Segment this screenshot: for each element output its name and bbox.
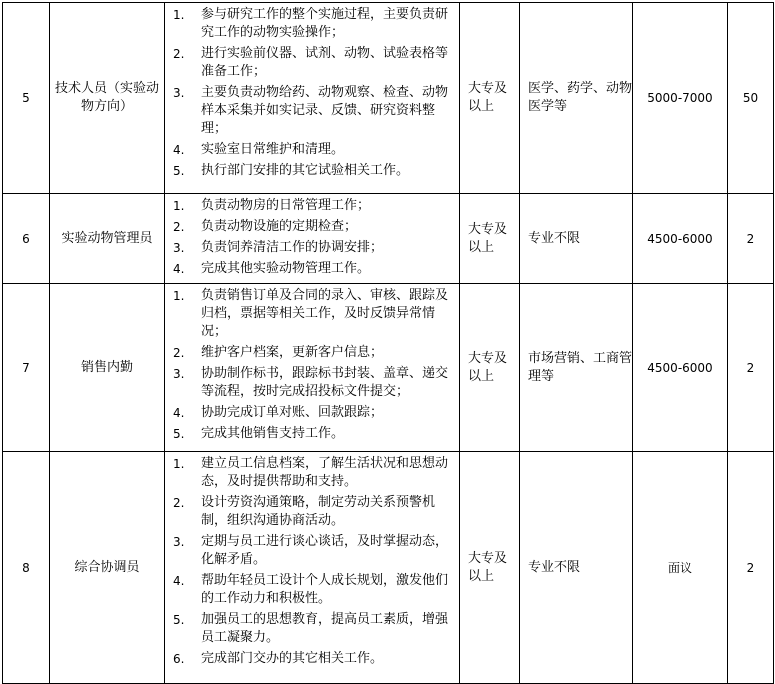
duty-text: 负责饲养清洁工作的协调安排；: [201, 240, 384, 255]
duty-item: [171, 260, 453, 278]
table-row: [3, 284, 774, 452]
duty-text: 负责销售订单及合同的录入、审核、跟踪及归档，票据等相关工作，及时反馈异常情况；: [201, 288, 449, 339]
duty-item: [171, 611, 453, 647]
education-requirement: 大专及以上: [460, 3, 520, 194]
duty-number: 4.: [173, 143, 185, 157]
duties-list: [165, 3, 460, 194]
duty-text: 帮助年轻员工设计个人成长规划，激发他们的工作动力和积极性。: [201, 573, 449, 606]
major-requirement: 专业不限: [520, 452, 633, 684]
duty-text: 负责动物设施的定期检查；: [201, 219, 358, 234]
duty-item: [171, 365, 453, 401]
duty-number: 5.: [173, 613, 185, 627]
row-number: 7: [3, 284, 50, 452]
duty-number: 3.: [173, 86, 185, 100]
duty-number: 5.: [173, 164, 185, 178]
headcount: 2: [728, 452, 774, 684]
duty-item: [171, 344, 453, 362]
duty-text: 协助制作标书，跟踪标书封装、盖章、递交等流程，按时完成招投标文件提交；: [201, 366, 449, 399]
duty-number: 4.: [173, 406, 185, 420]
duty-number: 4.: [173, 574, 185, 588]
duty-text: 完成其他销售支持工作。: [201, 426, 345, 441]
duty-number: 1.: [173, 199, 185, 213]
duty-text: 实验室日常维护和清理。: [201, 142, 345, 157]
duty-number: 2.: [173, 47, 185, 61]
duty-text: 进行实验前仪器、试剂、动物、试验表格等准备工作；: [201, 46, 449, 79]
major-requirement: 专业不限: [520, 194, 633, 284]
table-row: [3, 452, 774, 684]
duty-text: 定期与员工进行谈心谈话，及时掌握动态，化解矛盾。: [201, 534, 449, 567]
duty-number: 2.: [173, 220, 185, 234]
duty-item: [171, 533, 453, 569]
duty-number: 3.: [173, 241, 185, 255]
duty-text: 设计劳资沟通策略，制定劳动关系预警机制，组织沟通协商活动。: [201, 495, 436, 528]
duty-text: 参与研究工作的整个实施过程，主要负责研究工作的动物实验操作；: [201, 7, 449, 40]
duty-text: 负责动物房的日常管理工作；: [201, 198, 371, 213]
position-name: 实验动物管理员: [50, 194, 165, 284]
education-requirement: 大专及以上: [460, 452, 520, 684]
duty-number: 4.: [173, 262, 185, 276]
duty-number: 3.: [173, 535, 185, 549]
headcount: 2: [728, 284, 774, 452]
duties-list: [165, 194, 460, 284]
major-requirement: 医学、药学、动物医学等: [520, 3, 633, 194]
salary: 4500-6000: [633, 284, 728, 452]
position-name: 综合协调员: [50, 452, 165, 684]
table-row: [3, 3, 774, 194]
duty-item: [171, 287, 453, 341]
headcount: 50: [728, 3, 774, 194]
duty-item: [171, 572, 453, 608]
duty-number: 1.: [173, 457, 185, 471]
duty-item: [171, 141, 453, 159]
duty-number: 2.: [173, 346, 185, 360]
duty-text: 完成其他实验动物管理工作。: [201, 261, 371, 276]
duty-item: [171, 650, 453, 668]
major-requirement: 市场营销、工商管理等: [520, 284, 633, 452]
duty-number: 2.: [173, 496, 185, 510]
duty-text: 主要负责动物给药、动物观察、检查、动物样本采集并如实记录、反馈、研究资料整理；: [201, 85, 449, 136]
duty-item: [171, 197, 453, 215]
table-row: [3, 194, 774, 284]
salary: 5000-7000: [633, 3, 728, 194]
job-table: [2, 2, 774, 684]
duty-item: [171, 6, 453, 42]
duty-item: [171, 455, 453, 491]
row-number: 8: [3, 452, 50, 684]
duty-text: 协助完成订单对账、回款跟踪；: [201, 405, 384, 420]
education-requirement: 大专及以上: [460, 284, 520, 452]
duty-text: 完成部门交办的其它相关工作。: [201, 651, 384, 666]
duties-list: [165, 284, 460, 452]
duty-item: [171, 494, 453, 530]
duty-text: 维护客户档案，更新客户信息；: [201, 345, 384, 360]
position-name: 销售内勤: [50, 284, 165, 452]
duty-item: [171, 218, 453, 236]
duty-text: 建立员工信息档案，了解生活状况和思想动态，及时提供帮助和支持。: [201, 456, 449, 489]
duty-item: [171, 425, 453, 443]
duty-number: 1.: [173, 289, 185, 303]
duty-item: [171, 162, 453, 180]
salary: 面议: [633, 452, 728, 684]
duty-text: 加强员工的思想教育，提高员工素质，增强员工凝聚力。: [201, 612, 449, 645]
row-number: 5: [3, 3, 50, 194]
duty-number: 5.: [173, 427, 185, 441]
duty-number: 1.: [173, 8, 185, 22]
duty-item: [171, 404, 453, 422]
duty-text: 执行部门安排的其它试验相关工作。: [201, 163, 410, 178]
education-requirement: 大专及以上: [460, 194, 520, 284]
salary: 4500-6000: [633, 194, 728, 284]
duties-list: [165, 452, 460, 684]
duty-number: 6.: [173, 652, 185, 666]
duty-item: [171, 45, 453, 81]
duty-item: [171, 239, 453, 257]
duty-item: [171, 84, 453, 138]
headcount: 2: [728, 194, 774, 284]
position-name: 技术人员（实验动物方向）: [50, 3, 165, 194]
row-number: 6: [3, 194, 50, 284]
duty-number: 3.: [173, 367, 185, 381]
